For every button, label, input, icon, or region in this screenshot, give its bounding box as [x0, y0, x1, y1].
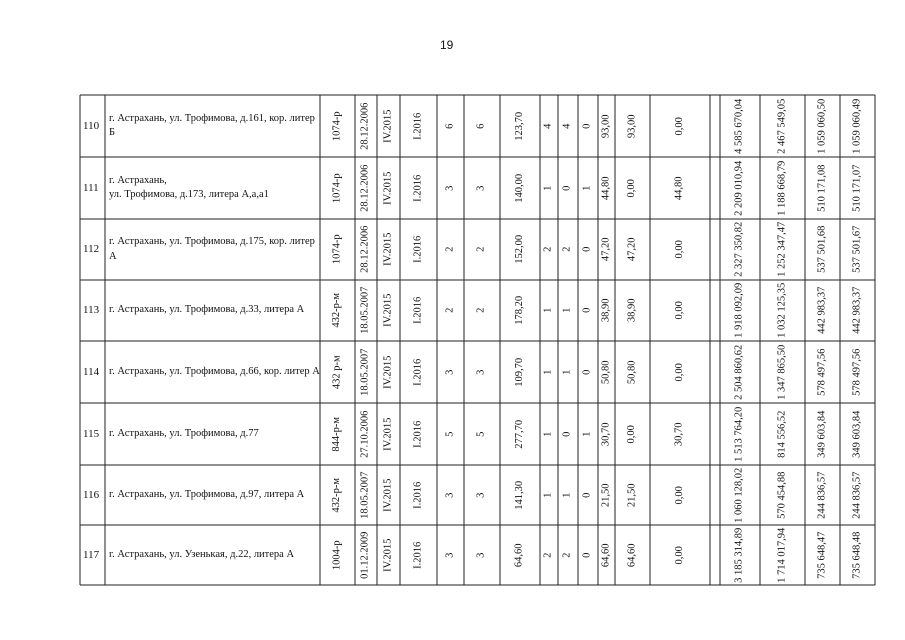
value-cell [400, 341, 437, 403]
value-cell [320, 403, 355, 465]
value-text: 1 513 764,20 [733, 406, 745, 462]
value-cell [840, 341, 875, 403]
value-cell [320, 341, 355, 403]
value-text: 2 [444, 246, 456, 253]
value-text: I.2016 [412, 235, 424, 264]
value-cell [437, 95, 464, 157]
value-text: 1004-р [331, 540, 343, 570]
value-text: 1 059 060,49 [851, 98, 863, 154]
value-text: 123,70 [513, 111, 525, 141]
row-number: 110 [83, 119, 100, 132]
value-text: 64,60 [600, 543, 612, 567]
value-cell [320, 219, 355, 280]
value-text: 18.05.2007 [359, 471, 371, 519]
row-number: 115 [83, 427, 100, 440]
value-text: IV.2015 [382, 355, 394, 389]
value-cell [710, 95, 720, 157]
value-cell [355, 341, 377, 403]
value-cell [615, 157, 650, 219]
row-number: 113 [83, 304, 100, 316]
value-text: 1074-р [331, 173, 343, 203]
value-text: 3 [475, 492, 487, 498]
value-cell [377, 403, 400, 465]
value-text: 2 327 350,82 [733, 221, 745, 278]
value-cell [464, 403, 500, 465]
page-number: 19 [440, 38, 454, 52]
value-cell [464, 341, 500, 403]
value-text: 578 497,56 [851, 348, 863, 396]
value-text: 38,90 [626, 298, 638, 323]
value-cell [320, 465, 355, 525]
value-text: 1 [542, 307, 554, 314]
value-cell [720, 157, 760, 219]
value-text: 1074-р [331, 234, 343, 265]
value-cell [840, 465, 875, 525]
value-cell [377, 157, 400, 219]
value-text: 349 603,84 [816, 410, 828, 458]
value-text: 735 648,47 [816, 531, 828, 579]
value-cell [320, 280, 355, 341]
value-cell [437, 280, 464, 341]
value-cell [500, 465, 540, 525]
value-cell [760, 465, 805, 525]
value-cell [540, 525, 558, 585]
value-cell [710, 403, 720, 465]
value-text: 510 171,07 [851, 164, 863, 212]
value-cell [615, 525, 650, 585]
value-cell [720, 403, 760, 465]
value-text: 18.05.2007 [359, 348, 371, 396]
value-cell [805, 157, 840, 219]
value-text: 1 347 865,50 [776, 344, 788, 400]
value-text: 1 918 092,09 [733, 282, 745, 339]
value-cell [578, 219, 598, 280]
value-cell [840, 157, 875, 219]
value-cell [615, 95, 650, 157]
value-cell [437, 403, 464, 465]
value-text: 109,70 [513, 357, 525, 387]
value-text: IV.2015 [382, 232, 394, 267]
value-cell [840, 403, 875, 465]
value-text: 0 [581, 123, 593, 129]
address-cell: г. Астрахань, ул. Трофимова, д.173, литера А,а,а1 [109, 174, 269, 200]
row-number: 116 [83, 488, 100, 501]
value-cell [805, 95, 840, 157]
value-cell [578, 465, 598, 525]
value-cell [805, 219, 840, 280]
value-cell [355, 280, 377, 341]
value-text: 1 [561, 369, 573, 375]
value-text: 570 454,88 [776, 471, 788, 519]
value-cell [760, 280, 805, 341]
value-cell [578, 525, 598, 585]
value-cell [558, 341, 578, 403]
value-cell [500, 157, 540, 219]
value-cell [540, 341, 558, 403]
value-text: 349 603,84 [851, 410, 863, 458]
value-cell [540, 219, 558, 280]
value-cell [540, 465, 558, 525]
value-cell [400, 280, 437, 341]
value-cell [400, 157, 437, 219]
value-text: 5 [444, 431, 456, 437]
value-cell [760, 219, 805, 280]
value-cell [720, 95, 760, 157]
value-cell [355, 465, 377, 525]
value-cell [400, 403, 437, 465]
value-text: 0 [581, 246, 593, 253]
value-cell [320, 95, 355, 157]
value-text: 0,00 [673, 545, 685, 565]
value-cell [598, 341, 615, 403]
value-cell [540, 403, 558, 465]
value-text: 1 059 060,50 [816, 98, 828, 154]
value-text: 30,70 [673, 422, 685, 446]
value-text: IV.2015 [382, 478, 394, 512]
value-text: 1 188 668,79 [776, 160, 788, 216]
value-cell [500, 403, 540, 465]
value-cell [650, 341, 710, 403]
value-text: 3 185 314,89 [733, 527, 745, 583]
value-text: 2 [561, 552, 573, 558]
value-cell [710, 341, 720, 403]
value-text: I.2016 [412, 541, 424, 569]
address-cell: г. Астрахань, ул. Трофимова, д.161, кор. литер Б [109, 112, 315, 138]
value-text: 2 [444, 307, 456, 314]
value-text: 3 [475, 552, 487, 558]
value-text: 1 060 128,02 [733, 467, 745, 523]
value-text: 4 [542, 123, 554, 129]
value-text: 6 [475, 123, 487, 129]
value-text: 3 [444, 492, 456, 498]
value-cell [558, 465, 578, 525]
value-text: 2 [475, 246, 487, 253]
value-cell [805, 341, 840, 403]
value-text: 0,00 [673, 116, 685, 136]
value-text: 3 [444, 552, 456, 558]
value-cell [558, 403, 578, 465]
value-cell [650, 465, 710, 525]
value-text: 5 [475, 431, 487, 437]
value-text: 432 р-м [331, 355, 343, 389]
value-text: IV.2015 [382, 417, 394, 451]
value-text: IV.2015 [382, 109, 394, 143]
address-cell: г. Астрахань, ул. Узенькая, д.22, литера А [109, 548, 295, 560]
value-cell [650, 95, 710, 157]
value-cell [805, 525, 840, 585]
value-cell [840, 219, 875, 280]
value-text: IV.2015 [382, 538, 394, 572]
value-cell [500, 95, 540, 157]
value-text: 442 983,37 [816, 286, 828, 335]
value-cell [377, 219, 400, 280]
value-text: 1 714 017,94 [776, 527, 788, 583]
address-cell: г. Астрахань, ул. Трофимова, д.66, кор. литер А [109, 365, 320, 377]
value-cell [840, 95, 875, 157]
value-text: 4 585 670,04 [733, 98, 745, 154]
value-text: 1074-р [331, 111, 343, 141]
value-cell [437, 219, 464, 280]
value-text: 0 [581, 492, 593, 498]
value-text: 0 [581, 307, 593, 314]
row-number: 112 [83, 243, 100, 255]
value-cell [720, 525, 760, 585]
value-text: 844-р-м [331, 416, 343, 452]
value-text: I.2016 [412, 481, 424, 509]
value-cell [615, 465, 650, 525]
value-cell [650, 280, 710, 341]
value-cell [500, 219, 540, 280]
value-text: 0,00 [673, 240, 685, 259]
address-cell: г. Астрахань, ул. Трофимова, д.33, литера А [109, 304, 305, 316]
value-cell [320, 157, 355, 219]
value-text: 50,80 [626, 360, 638, 384]
value-cell [355, 219, 377, 280]
value-cell [500, 525, 540, 585]
value-cell [558, 525, 578, 585]
value-text: 3 [444, 369, 456, 375]
value-cell [320, 525, 355, 585]
value-text: 1 [542, 185, 554, 191]
row-number: 117 [83, 548, 100, 561]
value-text: I.2016 [412, 174, 424, 202]
value-cell [760, 95, 805, 157]
value-cell [805, 403, 840, 465]
value-cell [598, 403, 615, 465]
value-cell [377, 465, 400, 525]
value-cell [464, 157, 500, 219]
value-cell [650, 157, 710, 219]
value-cell [760, 157, 805, 219]
address-cell: г. Астрахань, ул. Трофимова, д.77 [109, 427, 259, 439]
value-text: 432-р-м [331, 293, 343, 328]
value-cell [540, 95, 558, 157]
address-cell: г. Астрахань, ул. Трофимова, д.175, кор. литер А [109, 236, 315, 262]
value-text: 510 171,08 [816, 164, 828, 212]
value-cell [720, 341, 760, 403]
value-cell [355, 525, 377, 585]
value-text: 152,00 [513, 235, 525, 264]
value-text: 1 252 347,47 [776, 221, 788, 278]
value-cell [558, 157, 578, 219]
value-text: 4 [561, 123, 573, 129]
value-cell [558, 95, 578, 157]
value-cell [558, 219, 578, 280]
value-cell [760, 341, 805, 403]
value-text: 0 [561, 185, 573, 191]
value-text: 0,00 [673, 301, 685, 320]
value-text: 277,70 [513, 419, 525, 449]
value-text: 44,80 [600, 176, 612, 200]
value-cell [377, 525, 400, 585]
value-text: 1 [542, 431, 554, 437]
value-cell [650, 525, 710, 585]
value-text: 38,90 [600, 298, 612, 323]
value-cell [578, 341, 598, 403]
value-text: I.2016 [412, 358, 424, 386]
value-text: 1 [542, 492, 554, 498]
value-text: 47,20 [600, 237, 612, 262]
value-text: 28.12.2006 [359, 164, 371, 212]
value-cell [615, 219, 650, 280]
address-cell: г. Астрахань, ул. Трофимова, д.97, литера А [109, 488, 305, 500]
value-cell [540, 280, 558, 341]
value-cell [760, 403, 805, 465]
value-text: 0,00 [673, 485, 685, 505]
value-text: 0 [581, 369, 593, 375]
value-cell [615, 280, 650, 341]
value-cell [500, 341, 540, 403]
value-text: 3 [475, 185, 487, 191]
value-text: 141,30 [513, 480, 525, 510]
value-cell [355, 403, 377, 465]
value-cell [760, 525, 805, 585]
value-text: 2 [542, 552, 554, 558]
value-text: 735 648,48 [851, 531, 863, 579]
value-cell [710, 280, 720, 341]
value-text: 0,00 [673, 362, 685, 382]
value-cell [464, 95, 500, 157]
row-number: 114 [83, 365, 100, 378]
value-cell [377, 95, 400, 157]
value-cell [598, 219, 615, 280]
value-cell [400, 219, 437, 280]
value-text: 1 032 125,35 [776, 282, 788, 339]
value-cell [400, 525, 437, 585]
value-cell [720, 465, 760, 525]
value-text: 44,80 [673, 176, 685, 200]
value-text: 30,70 [600, 422, 612, 446]
value-text: 21,50 [600, 483, 612, 507]
value-text: 3 [475, 369, 487, 375]
value-cell [578, 403, 598, 465]
value-text: 47,20 [626, 237, 638, 262]
value-text: 64,60 [513, 543, 525, 567]
value-cell [437, 465, 464, 525]
value-cell [650, 219, 710, 280]
value-cell [720, 280, 760, 341]
value-text: 0,00 [626, 424, 638, 444]
value-text: 140,00 [513, 173, 525, 203]
value-cell [437, 525, 464, 585]
value-text: 21,50 [626, 483, 638, 507]
value-cell [578, 95, 598, 157]
value-cell [540, 157, 558, 219]
value-cell [598, 525, 615, 585]
value-text: 1 [561, 492, 573, 498]
value-cell [598, 280, 615, 341]
value-cell [578, 157, 598, 219]
value-cell [615, 341, 650, 403]
value-cell [464, 219, 500, 280]
value-text: 1 [542, 369, 554, 375]
value-cell [710, 465, 720, 525]
value-text: 64,60 [626, 543, 638, 567]
value-cell [598, 465, 615, 525]
value-text: 244 836,57 [851, 471, 863, 519]
value-text: 28.12.2006 [359, 225, 371, 274]
value-cell [437, 341, 464, 403]
value-text: 178,20 [513, 296, 525, 325]
value-cell [615, 403, 650, 465]
value-cell [464, 280, 500, 341]
value-text: 432-р-м [331, 477, 343, 513]
value-cell [710, 157, 720, 219]
value-text: 1 [581, 185, 593, 191]
value-text: 50,80 [600, 360, 612, 384]
value-cell [464, 465, 500, 525]
value-cell [710, 525, 720, 585]
row-number: 111 [83, 181, 99, 194]
value-cell [805, 280, 840, 341]
value-cell [400, 465, 437, 525]
value-cell [578, 280, 598, 341]
value-text: I.2016 [412, 420, 424, 448]
value-text: 01.12.2009 [359, 531, 371, 579]
value-text: IV.2015 [382, 171, 394, 205]
value-text: 93,00 [600, 114, 612, 138]
value-text: 244 836,57 [816, 471, 828, 519]
value-cell [840, 280, 875, 341]
value-text: 2 [542, 246, 554, 253]
value-text: I.2016 [412, 112, 424, 140]
value-text: 2 [561, 246, 573, 253]
value-text: 537 501,68 [816, 225, 828, 274]
value-cell [558, 280, 578, 341]
value-cell [720, 219, 760, 280]
value-text: 27.10.2006 [359, 410, 371, 458]
value-text: 0 [561, 431, 573, 437]
value-text: 814 556,52 [776, 410, 788, 458]
value-text: 0 [581, 552, 593, 558]
value-text: 3 [444, 185, 456, 191]
value-text: 93,00 [626, 114, 638, 138]
value-text: 2 [475, 307, 487, 314]
value-cell [377, 341, 400, 403]
value-cell [464, 525, 500, 585]
value-cell [840, 525, 875, 585]
value-cell [355, 95, 377, 157]
value-text: IV.2015 [382, 293, 394, 328]
data-table [80, 95, 875, 585]
value-text: 578 497,56 [816, 348, 828, 396]
value-cell [805, 465, 840, 525]
value-cell [400, 95, 437, 157]
value-text: 442 983,37 [851, 286, 863, 335]
value-cell [710, 219, 720, 280]
value-text: 0,00 [626, 178, 638, 198]
value-text: 6 [444, 123, 456, 129]
value-text: 2 209 010,94 [733, 160, 745, 216]
value-cell [355, 157, 377, 219]
value-text: 18.05.2007 [359, 286, 371, 335]
value-text: 28.12.2006 [359, 102, 371, 150]
value-text: I.2016 [412, 296, 424, 325]
value-text: 2 467 549,05 [776, 98, 788, 154]
value-cell [377, 280, 400, 341]
value-cell [500, 280, 540, 341]
value-text: 2 504 860,62 [733, 344, 745, 400]
value-cell [650, 403, 710, 465]
value-text: 1 [581, 431, 593, 437]
value-cell [598, 157, 615, 219]
value-cell [598, 95, 615, 157]
value-text: 1 [561, 307, 573, 314]
value-cell [437, 157, 464, 219]
value-text: 537 501,67 [851, 225, 863, 274]
